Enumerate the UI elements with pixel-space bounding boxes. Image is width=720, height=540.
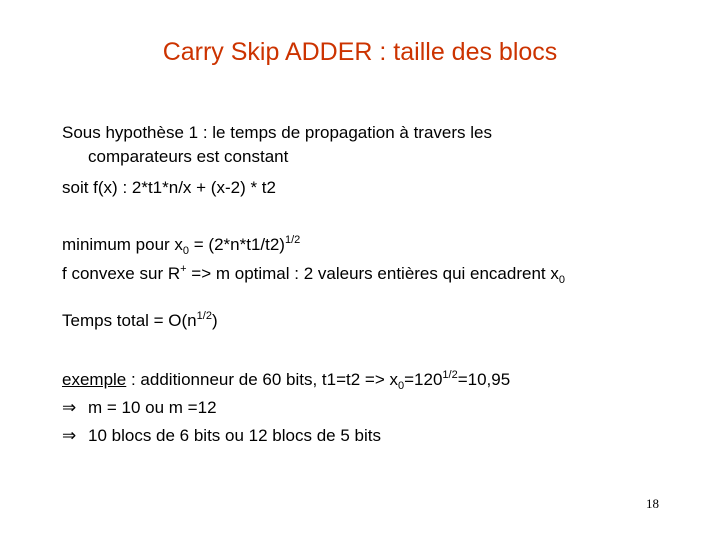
convex-subscript: 0 xyxy=(558,274,565,286)
total-suffix: ) xyxy=(211,311,218,330)
function-formula: soit f(x) : 2*t1*n/x + (x-2) * t2 xyxy=(62,178,276,197)
example-subscript: 0 xyxy=(397,380,405,392)
result-text-2: 10 blocs de 6 bits ou 12 blocs de 5 bits xyxy=(88,426,381,445)
minimum-exponent: 1/2 xyxy=(284,234,301,246)
example-label: exemple xyxy=(62,370,127,389)
minimum-formula xyxy=(62,235,300,255)
result-line-1 xyxy=(62,398,217,418)
example-line xyxy=(62,370,510,390)
result-line-2 xyxy=(62,426,381,446)
minimum-prefix: minimum pour x xyxy=(62,235,183,254)
convex-superscript: + xyxy=(180,263,187,275)
convexity-statement xyxy=(62,264,565,284)
total-time xyxy=(62,311,218,331)
result-text-1: m = 10 ou m =12 xyxy=(88,398,217,417)
total-exponent: 1/2 xyxy=(196,310,212,322)
total-prefix: Temps total = O(n xyxy=(62,311,197,330)
example-text-3: =10,95 xyxy=(457,370,511,389)
slide-title: Carry Skip ADDER : taille des blocs xyxy=(162,38,558,66)
example-exponent: 1/2 xyxy=(442,369,458,381)
implies-arrow-icon: ⇒ xyxy=(62,426,77,445)
convex-prefix: f convexe sur R xyxy=(62,264,181,283)
minimum-middle: = (2*n*t1/t2) xyxy=(189,235,285,254)
example-text-1: : additionneur de 60 bits, t1=t2 => x xyxy=(126,370,398,389)
page-number: 18 xyxy=(646,496,659,511)
example-text-2: =120 xyxy=(404,370,443,389)
minimum-subscript: 0 xyxy=(182,245,190,257)
implies-arrow-icon: ⇒ xyxy=(62,398,77,417)
hypothesis-line-1: Sous hypothèse 1 : le temps de propagation à travers les xyxy=(62,123,492,142)
convex-middle: => m optimal : 2 valeurs entières qui encadrent x xyxy=(186,264,559,283)
hypothesis-line-2: comparateurs est constant xyxy=(88,147,289,166)
